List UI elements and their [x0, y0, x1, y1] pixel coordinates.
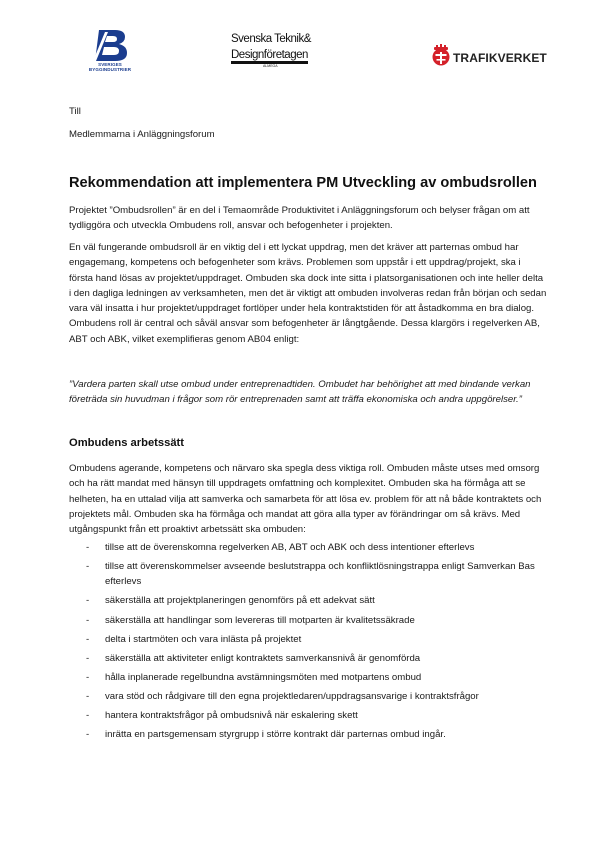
list-item — [69, 708, 547, 723]
teknik-design-logo — [231, 33, 321, 73]
list-item-text: tillse att överenskommelser avseende beslutstrappa och konfliktlösningstrappa enligt Samverkan Bas efterlevs — [105, 561, 535, 588]
teknik-design-logo-small: ALMEGA — [263, 64, 278, 68]
bullet-marker: - — [86, 652, 90, 664]
byggindustrierna-mark-icon — [85, 28, 135, 62]
trafikverket-crown-icon — [431, 44, 451, 68]
teknik-design-logo-line2: Designföretagen — [231, 49, 308, 64]
list-item — [69, 632, 547, 647]
trafikverket-logo-text: TRAFIKVERKET — [453, 51, 547, 65]
list-item-text: säkerställa att handlingar som levereras till motparten är kvalitetssäkrade — [105, 614, 415, 626]
bullet-marker: - — [86, 690, 90, 702]
bullet-marker: - — [86, 633, 90, 645]
list-item — [69, 559, 547, 590]
list-item — [69, 670, 547, 685]
byggindustrierna-logo-text: SVERIGES BYGGINDUSTRIER — [88, 62, 132, 72]
list-item-text: säkerställa att aktiviteter enligt kontraktets samverkansnivå är genomförda — [105, 652, 421, 664]
section-heading: Ombudens arbetssätt — [69, 437, 185, 449]
bullet-marker: - — [86, 561, 90, 573]
recipient: Medlemmarna i Anläggningsforum — [69, 129, 215, 140]
duties-list — [69, 540, 547, 746]
ab04-quote: ”Vardera parten skall utse ombud under entreprenadtiden. Ombudet har behörighet att med bindande verkan företräda sin huvudman i frågor som rör entreprenaden samt att träffa ekonomiska och andra uppgörelser.” — [69, 379, 531, 406]
bullet-marker: - — [86, 595, 90, 607]
salutation-to: Till — [69, 106, 81, 117]
list-item — [69, 613, 547, 628]
bullet-marker: - — [86, 614, 90, 626]
teknik-design-logo-line1: Svenska Teknik& — [231, 33, 311, 45]
list-item-text: säkerställa att projektplaneringen genomförs på ett adekvat sätt — [105, 595, 375, 607]
list-item-text: delta i startmöten och vara inlästa på projektet — [105, 633, 302, 645]
bullet-marker: - — [86, 729, 90, 741]
bullet-marker: - — [86, 542, 90, 553]
list-item-text: hålla inplanerade regelbundna avstämningsmöten med motpartens ombud — [105, 671, 422, 683]
bullet-marker: - — [86, 710, 90, 722]
byggindustrierna-logo — [85, 28, 135, 72]
list-item-text: hantera kontraktsfrågor på ombudsnivå när eskalering skett — [105, 710, 358, 722]
bullet-marker: - — [86, 671, 90, 683]
list-item — [69, 593, 547, 608]
list-item-text: vara stöd och rådgivare till den egna projektledaren/uppdragsansvarige i kontraktsfrågor — [105, 690, 479, 702]
paragraph-intro: Projektet ”Ombudsrollen” är en del i Temaområde Produktivitet i Anläggningsforum och belyser frågan om att tydliggöra och utveckla Ombudens roll, ansvar och befogenheter i projekten. — [69, 205, 530, 232]
letter-title: Rekommendation att implementera PM Utveckling av ombudsrollen — [69, 175, 537, 191]
list-item-text: tillse att de överenskomna regelverken AB, ABT och ABK och dess intentioner efterlevs — [105, 542, 475, 553]
list-item-text: inrätta en partsgemensam styrgrupp i större kontrakt där parternas ombud ingår. — [105, 729, 446, 741]
list-item — [69, 540, 547, 555]
paragraph-background: En väl fungerande ombudsroll är en viktig del i ett lyckat uppdrag, men det kräver att parternas ombud har engagemang, kompetens och befogenheter som krävs. Problemen som uppstår i ett uppdrag/projekt, ska i första hand lösas av projektet/uppdraget. Ombuden ska dock inte sitta i platsorganisationen och inte heller delta i den dagliga ledningen av verksamheten, men det är viktigt att ombuden involveras redan från början och sedan vara väl insatta i hur projektet/uppdraget fortlöper under hela kontraktstiden för att åstadkomma en bra dialog. Ombudens roll är central och såväl ansvar som befogenheter är långtgående. Dessa klargörs i regelverken AB, ABT och ABK, vilket exemplifieras genom AB04 enligt: — [69, 242, 547, 345]
list-item — [69, 727, 547, 742]
list-item — [69, 651, 547, 666]
trafikverket-logo — [431, 44, 546, 70]
list-item — [69, 689, 547, 704]
paragraph-working-method: Ombudens agerande, kompetens och närvaro ska spegla dess viktiga roll. Ombuden måste utses med omsorg och ha rätt mandat med hänsyn till uppdragets omfattning och komplexitet. Ombuden ska ha förmåga att se helheten, ha en uttalad vilja att samverka och samarbeta för att lösa ev. problem för att nå både kontraktets och projektets mål. Ombuden ska ha förmåga och mandat att göra alla typer av förändringar om så krävs. Med utgångspunkt från ett proaktivt arbetssätt ska ombuden: — [69, 463, 542, 536]
